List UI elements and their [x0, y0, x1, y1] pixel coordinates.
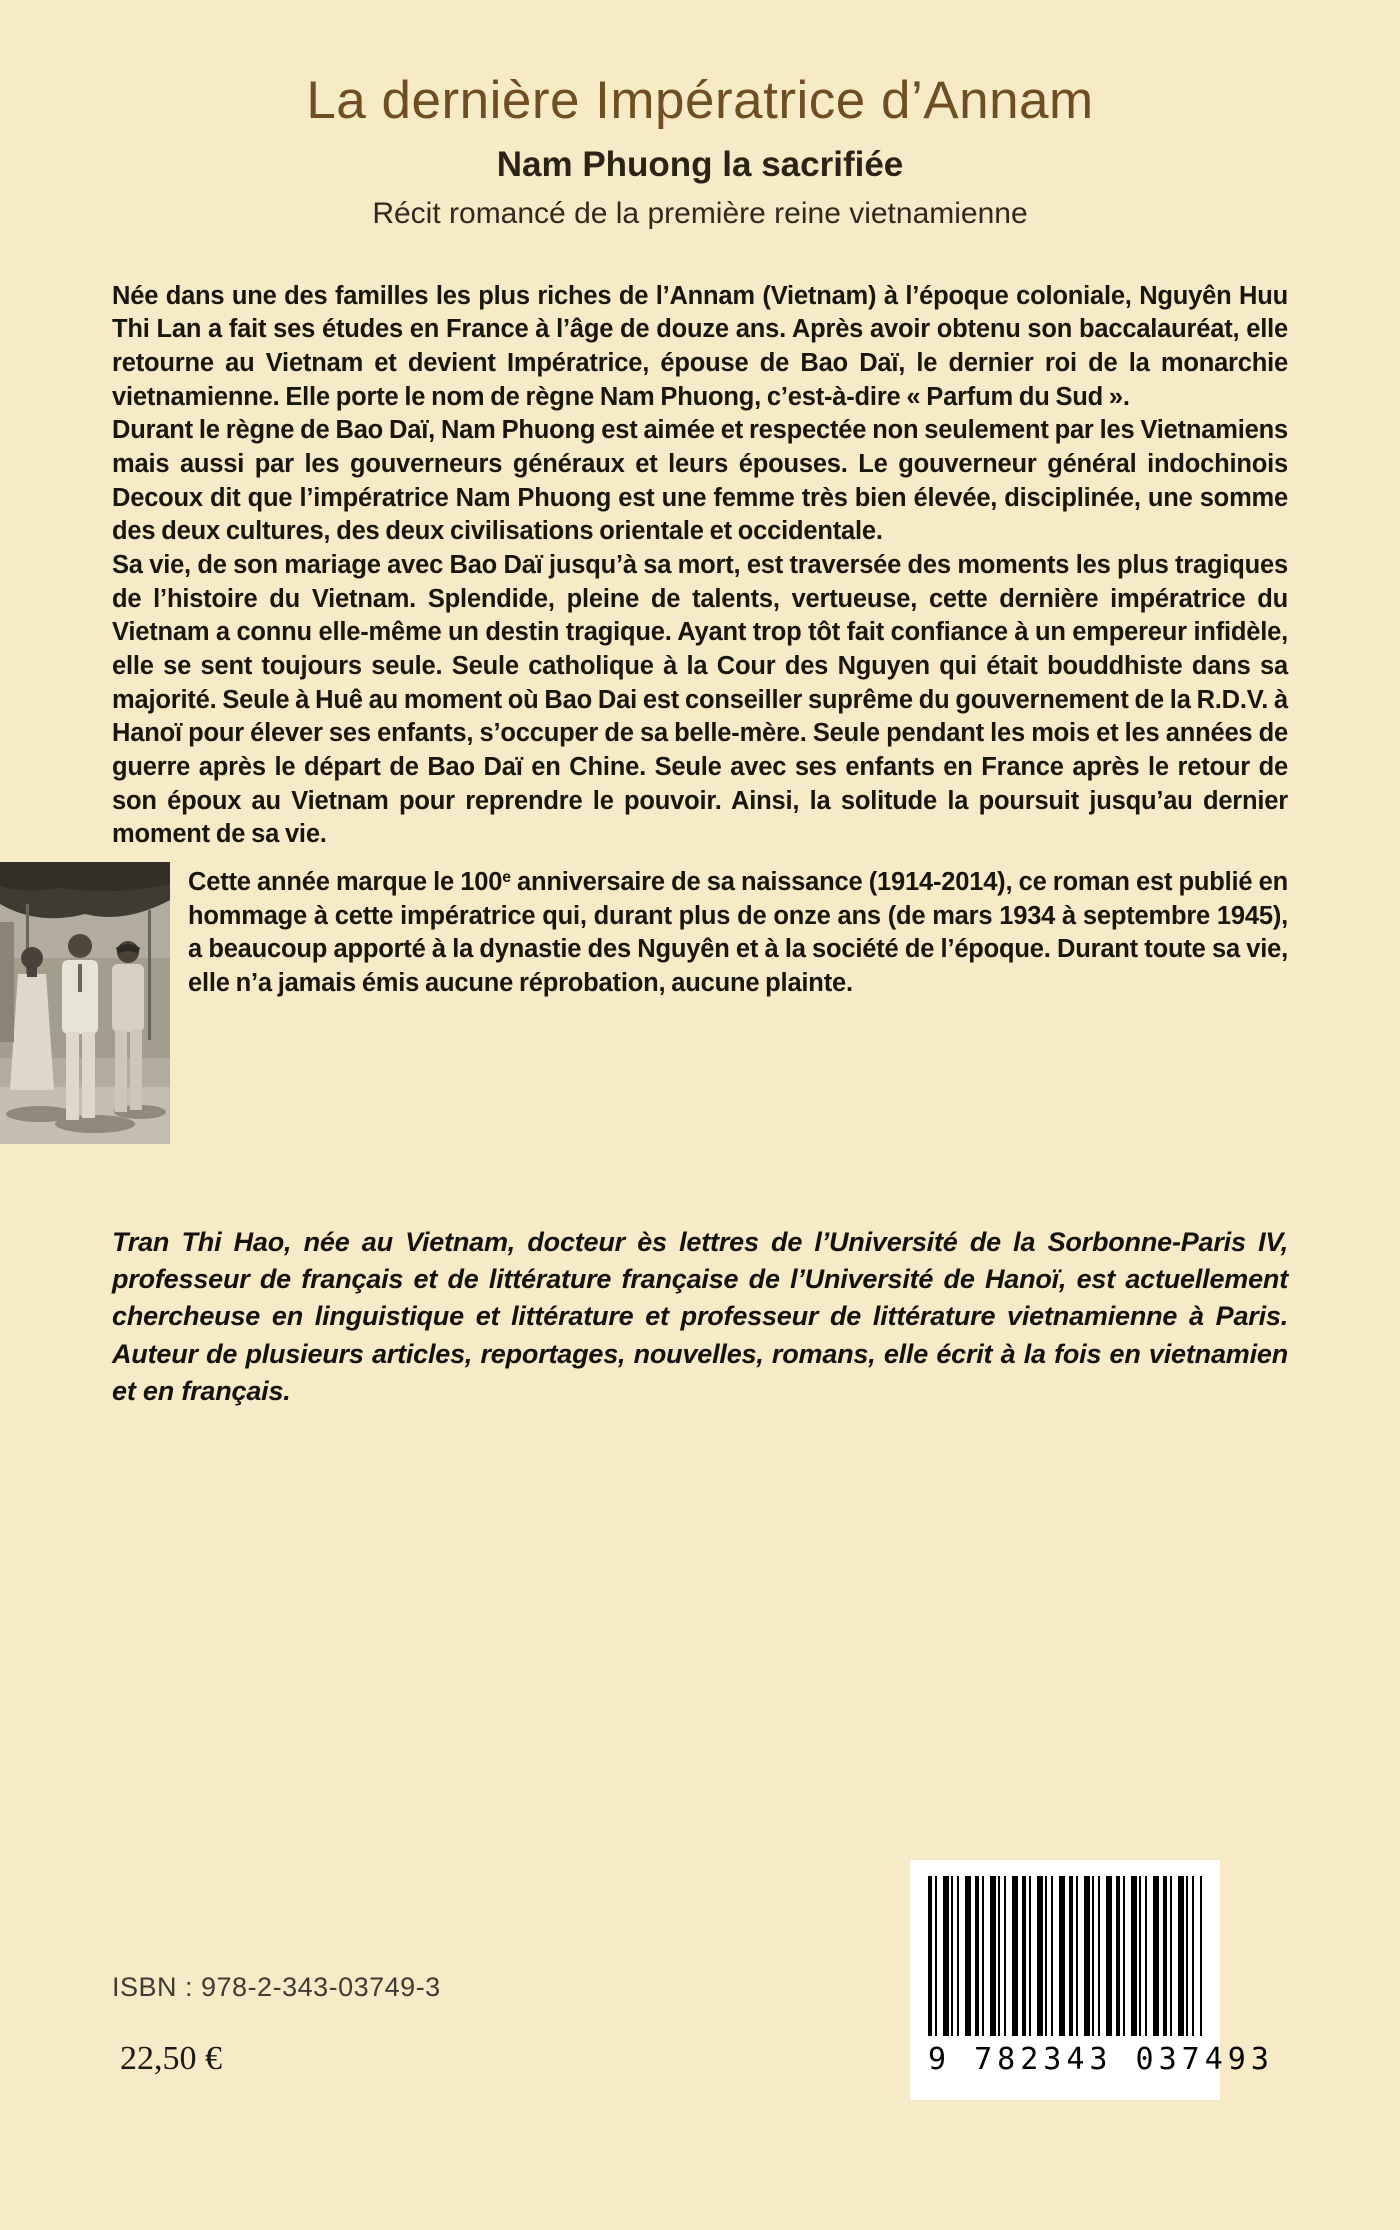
author-bio: [112, 1224, 1288, 1410]
book-title: La dernière Impératrice d’Annam: [306, 71, 1094, 130]
author-name: Tran Thi Hao: [112, 1226, 285, 1257]
cover-photo-illustration: [0, 862, 170, 1144]
synopsis-paragraph-2: Durant le règne de Bao Daï, Nam Phuong est aimée et respectée non seulement par les Vietnamiens mais aussi par les gouverneurs généraux et leurs épouses. Le gouverneur général indochinois Decoux dit que l’impératrice Nam Phuong est une femme très bien élevée, disciplinée, une somme des deux cultures, des deux civilisations orientale et occidentale.: [112, 416, 1288, 546]
barcode: [910, 1860, 1274, 2100]
isbn-label: ISBN : 978-2-343-03749-3: [112, 1972, 441, 2002]
book-subtitle: Nam Phuong la sacrifiée: [496, 145, 904, 185]
synopsis: [112, 280, 1288, 1166]
centenary-paragraph: [188, 866, 1288, 1001]
barcode-bars: [928, 1876, 1202, 2036]
synopsis-paragraph-3: Sa vie, de son mariage avec Bao Daï jusqu’à sa mort, est traversée des moments les plus tragiques de l’histoire du Vietnam. Splendide, pleine de talents, vertueuse, cette dernière impératrice du Vietnam a connu elle-même un destin tragique. Ayant trop tôt fait confiance à un empereur infidèle, elle se sent toujours seule. Seule catholique à la Cour des Nguyen qui était bouddhiste dans sa majorité. Seule à Huê au moment où Bao Dai est conseiller suprême du gouvernement de la R.D.V. à Hanoï pour élever ses enfants, s’occuper de sa belle-mère. Seule pendant les mois et les années de guerre après le départ de Bao Daï en Chine. Seule avec ses enfants en France après le retour de son époux au Vietnam pour reprendre le pouvoir. Ainsi, la solitude la poursuit jusqu’au dernier moment de sa vie.: [112, 551, 1288, 849]
barcode-digits: 9 782343 037493: [928, 2042, 1274, 2077]
author-bio-text: , née au Vietnam, docteur ès lettres de l’Université de la Sorbonne-Paris IV, professeur de français et de littérature française de l’Université de Hanoï, est actuellement chercheuse en linguistique et littérature et professeur de littérature vietnamienne à Paris. Auteur de plusieurs articles, reportages, nouvelles, romans, elle écrit à la fois en vietnamien et en français.: [112, 1226, 1288, 1406]
photo-section: [112, 866, 1288, 1166]
price-label: 22,50 €: [120, 2040, 222, 2077]
centenary-text-start: Cette année marque le 100: [188, 867, 503, 896]
superscript-e: e: [502, 869, 511, 887]
cover-photo: [0, 862, 170, 1144]
synopsis-paragraph-1: Née dans une des familles les plus riches de l’Annam (Vietnam) à l’époque coloniale, Nguyên Huu Thi Lan a fait ses études en France à l’âge de douze ans. Après avoir obtenu son baccalauréat, elle retourne au Vietnam et devient Impératrice, épouse de Bao Daï, le dernier roi de la monarchie vietnamienne. Elle porte le nom de règne Nam Phuong, c’est-à-dire « Parfum du Sud ».: [112, 281, 1288, 411]
book-tagline: Récit romancé de la première reine vietnamienne: [372, 196, 1028, 230]
centenary-text-end: anniversaire de sa naissance (1914-2014), ce roman est publié en hommage à cette impératrice qui, durant plus de onze ans (de mars 1934 à septembre 1945), a beaucoup apporté à la dynastie des Nguyên et à la société de l’époque. Durant toute sa vie, elle n’a jamais émis aucune réprobation, aucune plainte.: [188, 867, 1288, 997]
